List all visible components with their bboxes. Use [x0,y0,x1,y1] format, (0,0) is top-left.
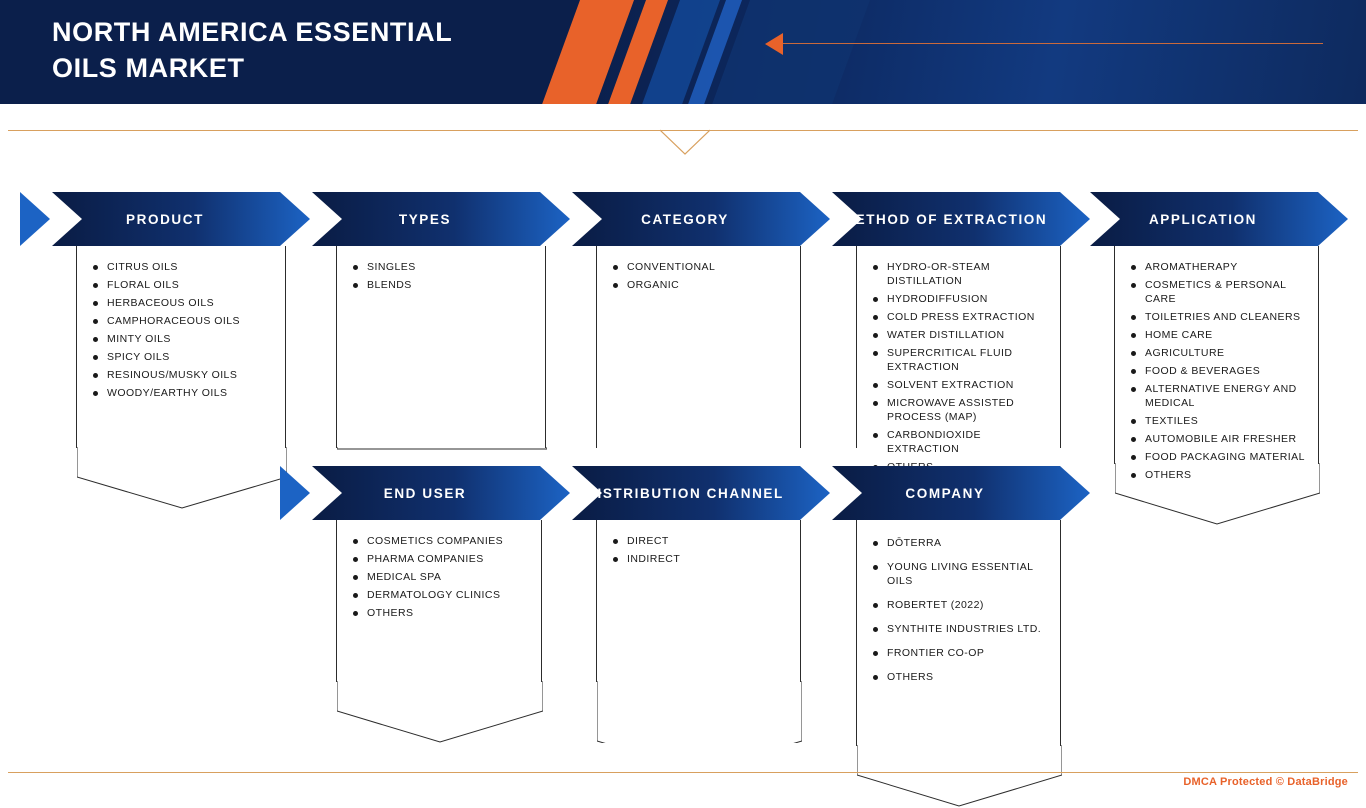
list-item: WOODY/EARTHY OILS [107,386,275,400]
column-category [540,192,830,448]
column-method-title: METHOD OF EXTRACTION [842,211,1048,227]
column-product-tail [77,447,285,509]
list-item: SYNTHITE INDUSTRIES LTD. [887,622,1050,636]
column-application-title: APPLICATION [1148,211,1258,227]
column-product-banner [20,192,310,246]
list-item: SUPERCRITICAL FLUID EXTRACTION [887,346,1050,374]
column-distribution-body [596,520,801,682]
column-company-tail [857,745,1060,807]
column-method-body [856,246,1061,455]
list-item: AUTOMOBILE AIR FRESHER [1145,432,1308,446]
list-item: OTHERS [367,606,531,620]
column-category-banner [540,192,830,246]
list-item: SOLVENT EXTRACTION [887,378,1050,392]
column-types-body [336,246,546,448]
page-title [52,14,572,86]
footer-credit: DMCA Protected © DataBridge [1183,776,1348,788]
list-item: HYDRODIFFUSION [887,292,1050,306]
column-types-banner [280,192,570,246]
list-item: TEXTILES [1145,414,1308,428]
list-item: AGRICULTURE [1145,346,1308,360]
list-item: OTHERS [887,670,1050,684]
list-item: CITRUS OILS [107,260,275,274]
list-item: ROBERTET (2022) [887,598,1050,612]
list-item: SPICY OILS [107,350,275,364]
column-distribution-title: DISTRIBUTION CHANNEL [586,485,784,501]
column-types-title: TYPES [398,211,452,227]
column-company [800,466,1090,746]
list-item: RESINOUS/MUSKY OILS [107,368,275,382]
page-title-line-1: NORTH AMERICA ESSENTIAL [52,17,453,47]
header-arrow [765,33,1325,55]
list-item: FLORAL OILS [107,278,275,292]
list-item: HERBACEOUS OILS [107,296,275,310]
list-item: TOILETRIES AND CLEANERS [1145,310,1308,324]
column-end-user-body [336,520,542,682]
column-end-user-title: END USER [383,485,467,501]
left-arrow-icon [765,33,783,55]
list-item: MICROWAVE ASSISTED PROCESS (MAP) [887,396,1050,424]
list-item: YOUNG LIVING ESSENTIAL OILS [887,560,1050,588]
list-item: COLD PRESS EXTRACTION [887,310,1050,324]
column-end-user-tail [337,681,541,743]
column-product-title: PRODUCT [126,211,204,227]
divider-notch-icon [660,125,710,157]
list-item: FOOD & BEVERAGES [1145,364,1308,378]
list-item: CARBONDIOXIDE EXTRACTION [887,428,1050,456]
list-item: CONVENTIONAL [627,260,790,274]
divider-bottom [8,772,1358,773]
column-category-title: CATEGORY [641,211,729,227]
list-item: FOOD PACKAGING MATERIAL [1145,450,1308,464]
list-item: COSMETICS COMPANIES [367,534,531,548]
column-product-body [76,246,286,448]
list-item: ORGANIC [627,278,790,292]
column-distribution-channel [540,466,830,682]
list-item: DIRECT [627,534,790,548]
list-item: ALTERNATIVE ENERGY AND MEDICAL [1145,382,1308,410]
list-item: HYDRO-OR-STEAM DISTILLATION [887,260,1050,288]
list-item: MEDICAL SPA [367,570,531,584]
list-item: MINTY OILS [107,332,275,346]
list-item: FRONTIER CO-OP [887,646,1050,660]
column-product [20,192,310,448]
column-application-tail [1115,463,1318,525]
list-item: HOME CARE [1145,328,1308,342]
column-company-body [856,520,1061,746]
column-application [1058,192,1348,481]
column-application-body [1114,246,1319,481]
column-method-banner [800,192,1090,246]
column-company-title: COMPANY [905,485,985,501]
list-item: SINGLES [367,260,535,274]
column-end-user-banner [280,466,570,520]
column-category-body [596,246,801,448]
column-application-banner [1058,192,1348,246]
list-item: PHARMA COMPANIES [367,552,531,566]
list-item: COSMETICS & PERSONAL CARE [1145,278,1308,306]
list-item: DERMATOLOGY CLINICS [367,588,531,602]
column-types [280,192,570,448]
list-item: BLENDS [367,278,535,292]
list-item: OTHERS [1145,468,1308,482]
column-distribution-banner [540,466,830,520]
column-distribution-tail [597,681,800,743]
page-header [0,0,1366,104]
arrow-line [783,43,1323,44]
page-title-line-2: OILS MARKET [52,53,245,83]
column-method-of-extraction [800,192,1090,455]
column-end-user [280,466,570,682]
list-item: AROMATHERAPY [1145,260,1308,274]
list-item: INDIRECT [627,552,790,566]
column-company-banner [800,466,1090,520]
list-item: CAMPHORACEOUS OILS [107,314,275,328]
list-item: WATER DISTILLATION [887,328,1050,342]
list-item: DŌTERRA [887,536,1050,550]
